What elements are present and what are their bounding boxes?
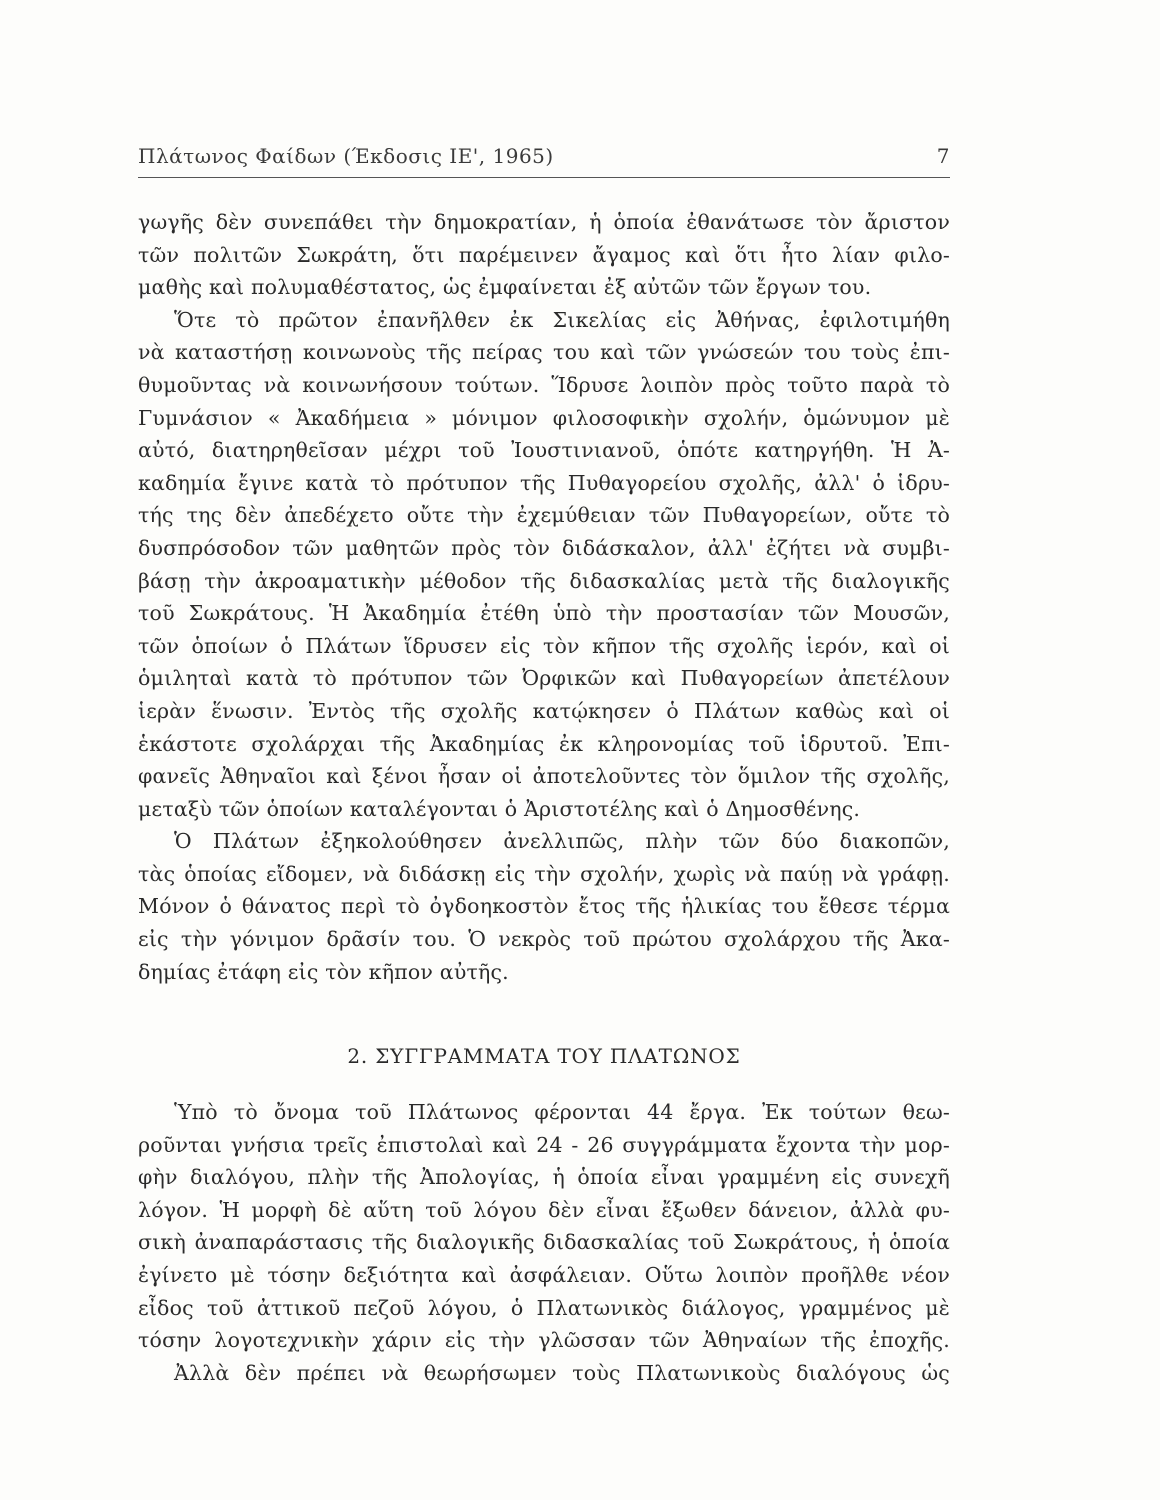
text-line: νὰ καταστήσῃ κοινωνοὺς τῆς πείρας του καὶ τῶν γνώσεών του τοὺς ἐπι- xyxy=(138,340,950,365)
body-text-upper xyxy=(138,206,950,988)
text-line: αὐτό, διατηρηθεῖσαν μέχρι τοῦ Ἰουστινιανοῦ, ὁπότε κατηργήθη. Ἡ Ἀ- xyxy=(138,438,950,463)
text-line: μεταξὺ τῶν ὁποίων καταλέγονται ὁ Ἀριστοτέλης καὶ ὁ Δημοσθένης. xyxy=(138,796,861,821)
paragraph-3 xyxy=(138,1096,950,1357)
page-number: 7 xyxy=(936,144,950,168)
text-line: φανεῖς Ἀθηναῖοι καὶ ξένοι ἦσαν οἱ ἀποτελοῦντες τὸν ὅμιλον τῆς σχολῆς, xyxy=(138,764,950,789)
text-line: γωγῆς δὲν συνεπάθει τὴν δημοκρατίαν, ἡ ὁποία ἐθανάτωσε τὸν ἄριστον xyxy=(138,210,950,234)
text-line: Γυμνάσιον « Ἀκαδήμεια » μόνιμον φιλοσοφικὴν σχολήν, ὁμώνυμον μὲ xyxy=(138,405,950,430)
text-line: Ἀλλὰ δὲν πρέπει νὰ θεωρήσωμεν τοὺς Πλατωνικοὺς διαλόγους ὡς xyxy=(174,1360,950,1385)
text-line: εἶδος τοῦ ἀττικοῦ πεζοῦ λόγου, ὁ Πλατωνικὸς διάλογος, γραμμένος μὲ xyxy=(138,1295,950,1320)
text-line: δυσπρόσοδον τῶν μαθητῶν πρὸς τὸν διδάσκαλον, ἀλλ' ἐζήτει νὰ συμβι- xyxy=(138,535,950,560)
paragraph-2 xyxy=(138,825,950,988)
text-line: μαθὴς καὶ πολυμαθέστατος, ὡς ἐμφαίνεται ἐξ αὐτῶν τῶν ἔργων του. xyxy=(138,275,872,300)
paragraph-4 xyxy=(138,1357,950,1390)
text-line: φὴν διαλόγου, πλὴν τῆς Ἀπολογίας, ἡ ὁποία εἶναι γραμμένη εἰς συνεχῆ xyxy=(138,1165,950,1190)
text-line: τόσην λογοτεχνικὴν χάριν εἰς τὴν γλῶσσαν τῶν Ἀθηναίων τῆς ἐποχῆς. xyxy=(138,1328,950,1353)
text-line: τής της δὲν ἀπεδέχετο οὔτε τὴν ἐχεμύθειαν τῶν Πυθαγορείων, οὔτε τὸ xyxy=(138,503,950,528)
text-line: Μόνον ὁ θάνατος περὶ τὸ ὀγδοηκοστὸν ἔτος τῆς ἡλικίας του ἔθεσε τέρμα xyxy=(138,894,950,919)
text-line: θυμοῦντας νὰ κοινωνήσουν τούτων. Ἵδρυσε λοιπὸν πρὸς τοῦτο παρὰ τὸ xyxy=(138,372,950,397)
text-line: τῶν πολιτῶν Σωκράτη, ὅτι παρέμεινεν ἄγαμος καὶ ὅτι ἦτο λίαν φιλο- xyxy=(138,242,950,267)
text-line: ἱερὰν ἕνωσιν. Ἐντὸς τῆς σχολῆς κατῴκησεν ὁ Πλάτων καθὼς καὶ οἱ xyxy=(138,698,950,723)
header-rule xyxy=(138,177,950,178)
text-line: εἰς τὴν γόνιμον δρᾶσίν του. Ὁ νεκρὸς τοῦ πρώτου σχολάρχου τῆς Ἀκα- xyxy=(138,927,950,952)
text-line: ὁμιληταὶ κατὰ τὸ πρότυπον τῶν Ὀρφικῶν καὶ Πυθαγορείων ἀπετέλουν xyxy=(138,666,950,691)
text-line: Ὁ Πλάτων ἐξηκολούθησεν ἀνελλιπῶς, πλὴν τῶν δύο διακοπῶν, xyxy=(174,829,950,854)
text-line: τοῦ Σωκράτους. Ἡ Ἀκαδημία ἐτέθη ὑπὸ τὴν προστασίαν τῶν Μουσῶν, xyxy=(138,601,950,626)
body-text-lower xyxy=(138,1096,950,1389)
text-line: βάσῃ τὴν ἀκροαματικὴν μέθοδον τῆς διδασκαλίας μετὰ τῆς διαλογικῆς xyxy=(138,568,950,593)
text-line: ἑκάστοτε σχολάρχαι τῆς Ἀκαδημίας ἐκ κληρονομίας τοῦ ἱδρυτοῦ. Ἐπι- xyxy=(138,731,950,756)
text-line: ἐγίνετο μὲ τόσην δεξιότητα καὶ ἀσφάλειαν. Οὕτω λοιπὸν προῆλθε νέον xyxy=(138,1262,950,1287)
text-line: δημίας ἐτάφη εἰς τὸν κῆπον αὐτῆς. xyxy=(138,959,509,984)
text-line: καδημία ἔγινε κατὰ τὸ πρότυπον τῆς Πυθαγορείου σχολῆς, ἀλλ' ὁ ἱδρυ- xyxy=(138,470,950,495)
running-head-title: Πλάτωνος Φαίδων (Έκδοσις ΙΕ', 1965) xyxy=(138,144,554,168)
text-line: σικὴ ἀναπαράστασις τῆς διαλογικῆς διδασκαλίας τοῦ Σωκράτους, ἡ ὁποία xyxy=(138,1230,950,1255)
text-line: ροῦνται γνήσια τρεῖς ἐπιστολαὶ καὶ 24 - 26 συγγράμματα ἔχοντα τὴν μορ- xyxy=(138,1132,950,1157)
running-head xyxy=(138,144,950,168)
text-line: τὰς ὁποίας εἴδομεν, νὰ διδάσκῃ εἰς τὴν σχολήν, χωρὶς νὰ παύῃ νὰ γράφῃ. xyxy=(138,861,950,886)
text-line: λόγον. Ἡ μορφὴ δὲ αὕτη τοῦ λόγου δὲν εἶναι ἔξωθεν δάνειον, ἀλλὰ φυ- xyxy=(138,1197,950,1222)
paragraph-1 xyxy=(138,206,950,825)
text-line: Ὅτε τὸ πρῶτον ἐπανῆλθεν ἐκ Σικελίας εἰς Ἀθήνας, ἐφιλοτιμήθη xyxy=(174,307,950,332)
text-line: τῶν ὁποίων ὁ Πλάτων ἵδρυσεν εἰς τὸν κῆπον τῆς σχολῆς ἱερόν, καὶ οἱ xyxy=(138,633,950,658)
section-heading: 2. ΣΥΓΓΡΑΜΜΑΤΑ ΤΟΥ ΠΛΑΤΩΝΟΣ xyxy=(347,1044,741,1068)
text-line: Ὑπὸ τὸ ὄνομα τοῦ Πλάτωνος φέρονται 44 ἔργα. Ἐκ τούτων θεω- xyxy=(174,1100,950,1124)
